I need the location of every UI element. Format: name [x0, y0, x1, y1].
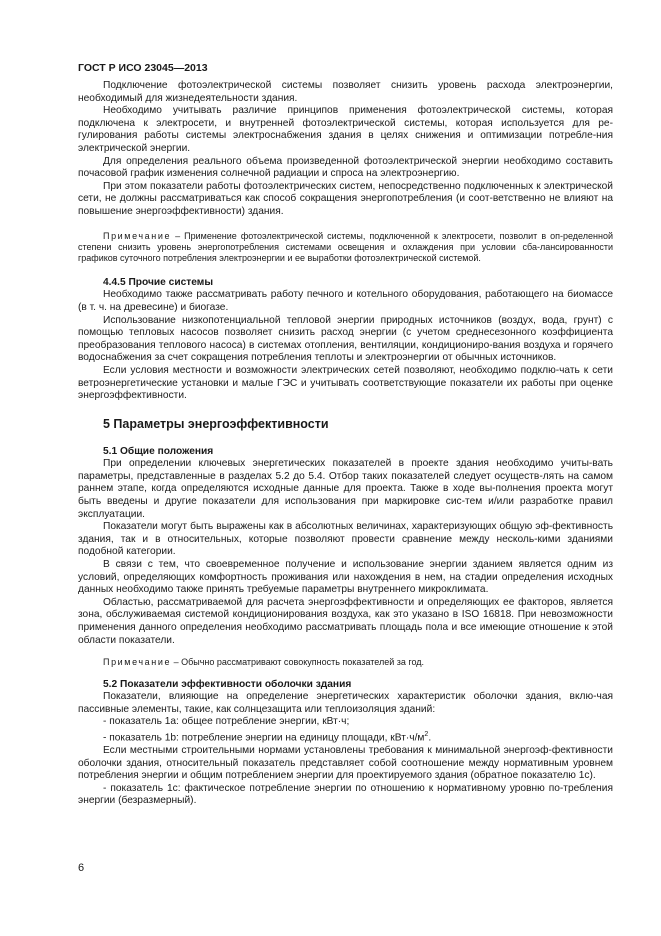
paragraph: Необходимо учитывать различие принципов применения фотоэлектрической системы, которая подключена к электросети, и внутренней фотоэлектрической системы, которая используется для ре-гулирования работы системы электроснабжения здания в целях снижения и оптимизации потребле-ния электрической энергии.	[78, 105, 613, 154]
paragraph: Для определения реального объема произведенной фотоэлектрической энергии необходимо составить почасовой график изменения солнечной радиации и спроса на электроэнергию.	[78, 155, 613, 180]
section-heading: 5.1 Общие положения	[103, 445, 214, 457]
note-label: Примечание	[103, 230, 172, 241]
note	[78, 231, 613, 265]
paragraph: Показатели, влияющие на определение энергетических характеристик оболочки здания, вклю-чая пассивные элементы, такие, как солнцезащита или теплоизоляция зданий:	[78, 691, 613, 715]
superscript: 2	[424, 730, 429, 738]
list-item-text: - показатель 1b: потребление энергии на единицу площади, кВт·ч/м	[103, 732, 425, 744]
document-body	[78, 80, 613, 808]
paragraph: Областью, рассматриваемой для расчета энергоэффективности и определяющих ее факторов, является зона, обслуживаемая системой кондиционирования воздуха, как это указано в ISO 16818. При невозможности применения данного определения необходимо рассматривать площадь пола и все имеющие отношение к этой области показатели.	[78, 596, 613, 646]
paragraph: При этом показатели работы фотоэлектрических систем, непосредственно подключенных к электрической сети, не должны рассматриваться как способ сокращения энергопотребления (и соот-ветственно не влияют на повышение энергоэффективности) здания.	[78, 180, 613, 217]
document-header: ГОСТ Р ИСО 23045—2013	[78, 62, 208, 74]
paragraph: Использование низкопотенциальной тепловой энергии природных источников (воздух, вода, грунт) с помощью тепловых насосов позволяет снизить расход энергии (с учетом среднесезонного коэффициента преобразования теплового насоса) в системах отопления, вентиляции, кондициониро-вания воздуха и горячего водоснабжения за счет сокращения потребления теплоты и электроэнергии от обычных источников.	[78, 314, 613, 364]
paragraph: Необходимо также рассматривать работу печного и котельного оборудования, работающего на биомассе (в т. ч. на древесине) и биогазе.	[78, 289, 613, 313]
page-number: 6	[78, 862, 85, 874]
paragraph: Если условия местности и возможности электрических сетей позволяют, необходимо подклю-чать к сети ветроэнергетические установки и малые ГЭС и учитывать соответствующие показатели их работы при оценке энергоэффективности.	[78, 364, 613, 402]
paragraph: В связи с тем, что своевременное получение и использование энергии зданием является одним из условий, определяющих комфортность проживания или нахождения в нем, на стадии определения исходных данных необходимо также принять требуемые параметры внутреннего микроклимата.	[78, 559, 613, 596]
note-label: Примечание	[103, 657, 172, 668]
paragraph: Если местными строительными нормами установлены требования к минимальной энергоэф-фективности оболочки здания, относительный показатель представляет собой соотношение между нормативным уровнем потребления энергии и общим потреблением энергии для проектируемого здания (обратное показателю 1c).	[78, 744, 613, 782]
list-item	[78, 729, 613, 745]
list-item: - показатель 1a: общее потребление энергии, кВт·ч;	[103, 716, 350, 728]
chapter-heading: 5 Параметры энергоэффективности	[103, 416, 329, 431]
list-item-end: .	[428, 732, 432, 744]
section-heading: 4.4.5 Прочие системы	[103, 276, 214, 288]
note-text: – Обычно рассматривают совокупность показателей за год.	[171, 657, 425, 668]
note-text: – Применение фотоэлектрической системы, подключенной к электросети, позволит в оп-ределенной степени снизить уровень энергопотребления системами освещения и охлаждения при условии сба-лансированности графиков суточного потребления электроэнергии и ее выработки фотоэлектрической системой.	[78, 230, 613, 264]
section-heading: 5.2 Показатели эффективности оболочки здания	[103, 678, 352, 690]
list-item: - показатель 1c: фактическое потребление энергии по отношению к нормативному уровню по-требления энергии (безразмерный).	[78, 782, 613, 807]
paragraph: Показатели могут быть выражены как в абсолютных величинах, характеризующих общую эф-фективность здания, так и в относительных, которые позволяют провести сравнение между несколь-кими зданиями подобной категории.	[78, 521, 613, 558]
paragraph: Подключение фотоэлектрической системы позволяет снизить уровень расхода электроэнергии, необходимый для жизнедеятельности здания.	[78, 80, 613, 104]
paragraph: При определении ключевых энергетических показателей в проекте здания необходимо учиты-вать параметры, представленные в разделах 5.2 до 5.4. Отбор таких показателей следует осуществ-лять на самом раннем этапе, когда определяются исходные данные для проекта. Также в ходе вы-полнения проекта могут быть введены и другие показатели для использования при маркировке сис-тем и/или разработке правил эксплуатации.	[78, 458, 613, 520]
note	[78, 657, 613, 668]
